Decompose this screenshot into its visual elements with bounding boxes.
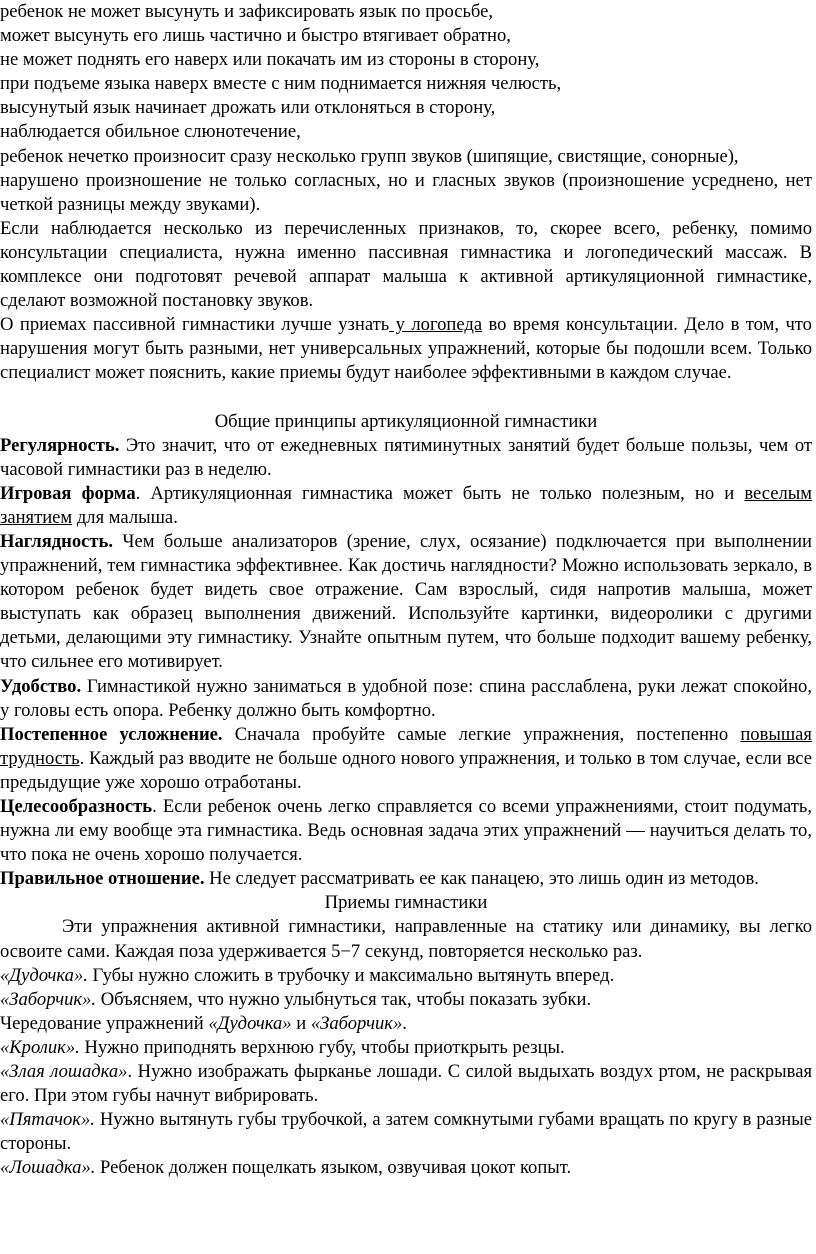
about-text-before: О приемах пассивной гимнастики лучше узнать <box>0 314 390 336</box>
exercise-name: «Злая лошадка» <box>0 1061 128 1083</box>
principle-term: Наглядность. <box>0 530 114 552</box>
principle-item <box>0 867 812 891</box>
logoped-link[interactable]: у логопеда <box>389 314 483 336</box>
principle-text: . Каждый раз вводите не больше одного нового упражнения, и только в том случае, если все предыдущие уже хорошо отработаны. <box>0 747 812 793</box>
exercise-name: «Заборчик». <box>0 988 97 1010</box>
symptom-line: высунутый язык начинает дрожать или отклоняться в сторону, <box>0 97 496 119</box>
alternation-text: и <box>291 1012 311 1034</box>
about-text-after: во время консультации. Дело в том, что нарушения могут быть разными, нет универсальных упражнений, которые бы подошли всем. Только специалист может пояснить, какие приемы будут наиболее эффективными в каждом случае. <box>0 314 812 384</box>
principle-text: . Если ребенок очень легко справляется со всеми упражнениями, стоит подумать, нужна ли ему вообще эта гимнастика. Ведь основная задача этих упражнений — научиться делать то, что пока не очень хорошо получается. <box>0 796 812 866</box>
principle-term: Постепенное усложнение. <box>0 723 223 745</box>
principle-text: Это значит, что от ежедневных пятиминутных занятий будет больше пользы, чем от часовой гимнастики раз в неделю. <box>0 434 812 480</box>
alternation-text: Чередование упражнений <box>0 1012 209 1034</box>
difficulty-link[interactable]: повышая трудность <box>0 723 812 769</box>
exercise-item <box>0 988 812 1012</box>
principle-term: Регулярность. <box>0 434 120 456</box>
exercise-item <box>0 1156 812 1180</box>
principle-item <box>0 530 812 675</box>
fun-activity-link[interactable]: веселым занятием <box>0 482 812 528</box>
principle-text: Не следует рассматривать ее как панацею, это лишь один из методов. <box>204 868 759 890</box>
symptom-line: не может поднять его наверх или покачать им из стороны в сторону, <box>0 49 540 71</box>
principle-text: Гимнастикой нужно заниматься в удобной позе: спина расслаблена, руки лежат спокойно, у головы есть опора. Ребенку должно быть комфортно. <box>0 675 812 721</box>
exercise-item <box>0 964 812 988</box>
principle-text: . Артикуляционная гимнастика может быть не только полезным, но и <box>135 482 745 504</box>
exercise-name: «Заборчик» <box>310 1012 403 1034</box>
exercise-name: «Дудочка» <box>208 1012 292 1034</box>
principles-heading: Общие принципы артикуляционной гимнастики <box>214 410 598 432</box>
symptom-paragraph: нарушено произношение не только согласных, но и гласных звуков (произношение усреднено, нет четкой разницы между звуками). <box>0 169 812 215</box>
exercise-item <box>0 1108 812 1156</box>
symptom-line: ребенок не может высунуть и зафиксировать язык по просьбе, <box>0 1 494 22</box>
alternation-line <box>0 1012 812 1036</box>
principle-item <box>0 482 812 530</box>
symptom-line: наблюдается обильное слюнотечение, <box>0 121 301 143</box>
principle-text: для малыша. <box>72 506 178 528</box>
symptom-line: при подъеме языка наверх вместе с ним поднимается нижняя челюсть, <box>0 73 562 95</box>
exercise-text: Ребенок должен пощелкать языком, озвучивая цокот копыт. <box>95 1157 572 1179</box>
principle-item <box>0 675 812 723</box>
exercise-text: Объясняем, что нужно улыбнуться так, чтобы показать зубки. <box>96 988 592 1010</box>
exercise-name: «Кролик». <box>0 1036 80 1058</box>
principle-term: Целесообразность <box>0 796 153 817</box>
exercise-item <box>0 1060 812 1108</box>
principle-item <box>0 434 812 482</box>
symptom-paragraph: ребенок нечетко произносит сразу несколько групп звуков (шипящие, свистящие, сонорные), <box>0 145 739 167</box>
alternation-text: . <box>402 1012 407 1034</box>
principle-text: Чем больше анализаторов (зрение, слух, осязание) подключается при выполнении упражнений, тем гимнастика эффективнее. Как достичь наглядности? Можно использовать зеркало, в котором ребенок будет видеть свое отражение. Сам взрослый, сидя напротив малыша, может выступать как образец выполнения движений. Используйте картинки, видеоролики с другими детьми, делающими эту гимнастику. Узнайте опытным путем, что больше подходит вашему ребенку, что сильнее его мотивирует. <box>0 530 812 673</box>
paragraph-about <box>0 313 812 385</box>
principle-term: Игровая форма <box>0 482 136 504</box>
exercise-text: Нужно вытянуть губы трубочкой, а затем сомкнутыми губами вращать по кругу в разные стороны. <box>0 1109 812 1155</box>
techniques-intro: Эти упражнения активной гимнастики, направленные на статику или динамику, вы легко освоите сами. Каждая поза удерживается 5−7 секунд, повторяется несколько раз. <box>0 916 812 962</box>
exercise-item <box>0 1036 812 1060</box>
symptom-line: может высунуть его лишь частично и быстро втягивает обратно, <box>0 25 511 47</box>
principle-item <box>0 723 812 795</box>
principle-term: Правильное отношение. <box>0 868 205 890</box>
principle-text: Сначала пробуйте самые легкие упражнения, постепенно <box>222 723 741 745</box>
techniques-heading: Приемы гимнастики <box>324 892 488 914</box>
exercise-name: «Лошадка». <box>0 1157 96 1179</box>
blank-line <box>0 386 812 410</box>
exercise-text: Губы нужно сложить в трубочку и максимально вытянуть вперед. <box>87 964 615 986</box>
principle-term: Удобство. <box>0 675 82 697</box>
exercise-text: Нужно приподнять верхнюю губу, чтобы приоткрыть резцы. <box>79 1036 565 1058</box>
paragraph-if: Если наблюдается несколько из перечисленных признаков, то, скорее всего, ребенку, помимо консультации специалиста, нужна именно пассивная гимнастика и логопедический массаж. В комплексе они подготовят речевой аппарат малыша к активной артикуляционной гимнастике, сделают возможной постановку звуков. <box>0 217 812 312</box>
principle-item <box>0 795 812 867</box>
exercise-name: «Пятачок». <box>0 1109 95 1131</box>
exercise-text: . Нужно изображать фырканье лошади. С силой выдыхать воздух ртом, не раскрывая его. При этом губы начнут вибрировать. <box>0 1061 812 1107</box>
exercise-name: «Дудочка». <box>0 964 88 986</box>
